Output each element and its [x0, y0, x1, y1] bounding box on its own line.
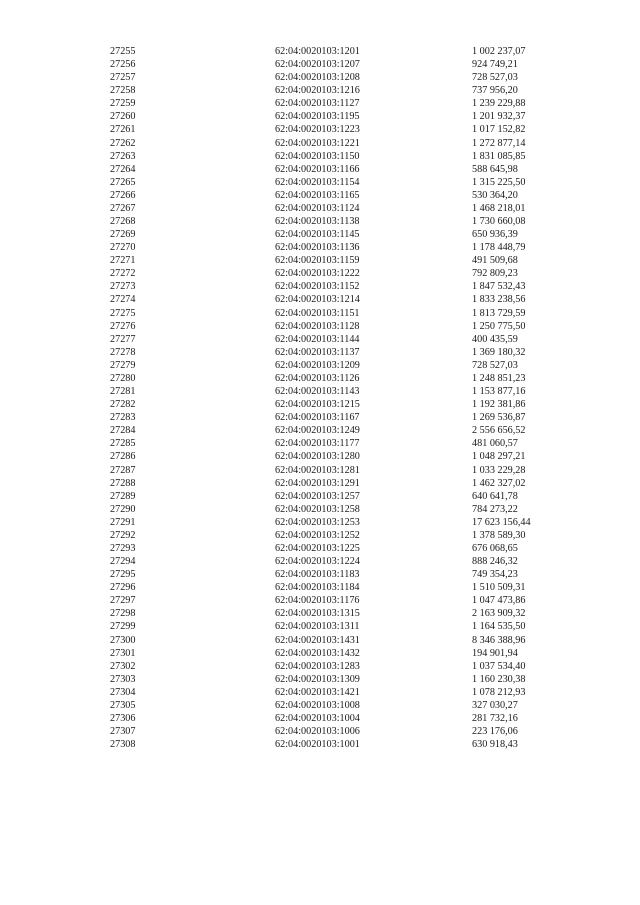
- cadastral-value-cell: 728 527,03: [472, 359, 518, 371]
- row-number-cell: 27273: [110, 281, 136, 293]
- row-number-cell: 27281: [110, 386, 136, 398]
- row-number-cell: 27292: [110, 529, 136, 541]
- row-number-cell: 27297: [110, 595, 136, 607]
- cadastral-number-cell: 62:04:0020103:1431: [275, 634, 360, 646]
- table-row: [110, 542, 570, 555]
- cadastral-number-cell: 62:04:0020103:1315: [275, 608, 360, 620]
- row-number-cell: 27278: [110, 346, 136, 358]
- row-number-cell: 27276: [110, 320, 136, 332]
- row-number-cell: 27293: [110, 542, 136, 554]
- table-row: [110, 110, 570, 123]
- table-row: [110, 581, 570, 594]
- row-number-cell: 27305: [110, 699, 136, 711]
- cadastral-value-cell: 1 078 212,93: [472, 686, 526, 698]
- row-number-cell: 27284: [110, 425, 136, 437]
- table-row: [110, 424, 570, 437]
- cadastral-number-cell: 62:04:0020103:1209: [275, 359, 360, 371]
- row-number-cell: 27298: [110, 608, 136, 620]
- row-number-cell: 27266: [110, 189, 136, 201]
- table-row: [110, 176, 570, 189]
- cadastral-number-cell: 62:04:0020103:1128: [275, 320, 360, 332]
- cadastral-number-cell: 62:04:0020103:1176: [275, 595, 360, 607]
- cadastral-number-cell: 62:04:0020103:1281: [275, 464, 360, 476]
- cadastral-number-cell: 62:04:0020103:1008: [275, 699, 360, 711]
- table-row: [110, 280, 570, 293]
- cadastral-value-cell: 1 510 509,31: [472, 582, 526, 594]
- cadastral-number-cell: 62:04:0020103:1124: [275, 202, 360, 214]
- table-row: [110, 411, 570, 424]
- cadastral-number-cell: 62:04:0020103:1136: [275, 242, 360, 254]
- cadastral-number-cell: 62:04:0020103:1283: [275, 660, 360, 672]
- table-row: [110, 307, 570, 320]
- table-row: [110, 398, 570, 411]
- row-number-cell: 27294: [110, 556, 136, 568]
- cadastral-value-cell: 2 556 656,52: [472, 425, 526, 437]
- table-row: [110, 686, 570, 699]
- row-number-cell: 27299: [110, 621, 136, 633]
- row-number-cell: 27272: [110, 268, 136, 280]
- cadastral-number-cell: 62:04:0020103:1225: [275, 542, 360, 554]
- row-number-cell: 27269: [110, 229, 136, 241]
- cadastral-number-cell: 62:04:0020103:1152: [275, 281, 360, 293]
- cadastral-number-cell: 62:04:0020103:1166: [275, 163, 360, 175]
- table-row: [110, 97, 570, 110]
- row-number-cell: 27270: [110, 242, 136, 254]
- table-row: [110, 450, 570, 463]
- cadastral-value-cell: 1 272 877,14: [472, 137, 526, 149]
- cadastral-number-cell: 62:04:0020103:1151: [275, 307, 360, 319]
- row-number-cell: 27280: [110, 372, 136, 384]
- cadastral-number-cell: 62:04:0020103:1195: [275, 111, 360, 123]
- cadastral-number-cell: 62:04:0020103:1208: [275, 72, 360, 84]
- cadastral-number-cell: 62:04:0020103:1145: [275, 229, 360, 241]
- cadastral-value-cell: 1 378 589,30: [472, 529, 526, 541]
- cadastral-value-cell: 1 178 448,79: [472, 242, 526, 254]
- cadastral-number-cell: 62:04:0020103:1001: [275, 739, 360, 751]
- cadastral-value-cell: 792 809,23: [472, 268, 518, 280]
- row-number-cell: 27258: [110, 85, 136, 97]
- cadastral-value-cell: 1 833 238,56: [472, 294, 526, 306]
- row-number-cell: 27279: [110, 359, 136, 371]
- cadastral-value-cell: 784 273,22: [472, 503, 518, 515]
- cadastral-number-cell: 62:04:0020103:1165: [275, 189, 360, 201]
- cadastral-number-cell: 62:04:0020103:1258: [275, 503, 360, 515]
- cadastral-number-cell: 62:04:0020103:1224: [275, 556, 360, 568]
- table-row: [110, 84, 570, 97]
- row-number-cell: 27267: [110, 202, 136, 214]
- cadastral-number-cell: 62:04:0020103:1252: [275, 529, 360, 541]
- cadastral-value-cell: 749 354,23: [472, 569, 518, 581]
- cadastral-number-cell: 62:04:0020103:1006: [275, 726, 360, 738]
- cadastral-value-cell: 640 641,78: [472, 490, 518, 502]
- row-number-cell: 27296: [110, 582, 136, 594]
- cadastral-number-cell: 62:04:0020103:1223: [275, 124, 360, 136]
- table-row: [110, 516, 570, 529]
- table-row: [110, 594, 570, 607]
- cadastral-value-cell: 588 645,98: [472, 163, 518, 175]
- table-row: [110, 137, 570, 150]
- table-row: [110, 241, 570, 254]
- row-number-cell: 27265: [110, 176, 136, 188]
- table-row: [110, 293, 570, 306]
- row-number-cell: 27271: [110, 255, 136, 267]
- row-number-cell: 27282: [110, 399, 136, 411]
- row-number-cell: 27302: [110, 660, 136, 672]
- table-row: [110, 660, 570, 673]
- row-number-cell: 27286: [110, 451, 136, 463]
- table-row: [110, 189, 570, 202]
- table-row: [110, 320, 570, 333]
- cadastral-value-cell: 1 462 327,02: [472, 477, 526, 489]
- table-row: [110, 490, 570, 503]
- cadastral-value-cell: 2 163 909,32: [472, 608, 526, 620]
- cadastral-value-cell: 737 956,20: [472, 85, 518, 97]
- table-row: [110, 372, 570, 385]
- cadastral-number-cell: 62:04:0020103:1137: [275, 346, 360, 358]
- table-row: [110, 267, 570, 280]
- row-number-cell: 27300: [110, 634, 136, 646]
- cadastral-number-cell: 62:04:0020103:1138: [275, 216, 360, 228]
- cadastral-number-cell: 62:04:0020103:1291: [275, 477, 360, 489]
- table-row: [110, 58, 570, 71]
- cadastral-value-cell: 1 037 534,40: [472, 660, 526, 672]
- cadastral-number-cell: 62:04:0020103:1221: [275, 137, 360, 149]
- cadastral-value-cell: 1 468 218,01: [472, 202, 526, 214]
- cadastral-number-cell: 62:04:0020103:1253: [275, 516, 360, 528]
- cadastral-value-cell: 1 813 729,59: [472, 307, 526, 319]
- row-number-cell: 27268: [110, 216, 136, 228]
- table-row: [110, 738, 570, 751]
- cadastral-value-cell: 1 239 229,88: [472, 98, 526, 110]
- table-row: [110, 333, 570, 346]
- cadastral-value-cell: 400 435,59: [472, 333, 518, 345]
- cadastral-number-cell: 62:04:0020103:1201: [275, 46, 360, 57]
- row-number-cell: 27262: [110, 137, 136, 149]
- table-row: [110, 568, 570, 581]
- table-row: [110, 620, 570, 633]
- cadastral-value-cell: 650 936,39: [472, 229, 518, 241]
- cadastral-number-cell: 62:04:0020103:1167: [275, 412, 360, 424]
- row-number-cell: 27291: [110, 516, 136, 528]
- row-number-cell: 27274: [110, 294, 136, 306]
- row-number-cell: 27288: [110, 477, 136, 489]
- cadastral-value-cell: 194 901,94: [472, 647, 518, 659]
- table-row: [110, 464, 570, 477]
- table-row: [110, 503, 570, 516]
- cadastral-value-cell: 223 176,06: [472, 726, 518, 738]
- row-number-cell: 27301: [110, 647, 136, 659]
- cadastral-number-cell: 62:04:0020103:1183: [275, 569, 360, 581]
- cadastral-number-cell: 62:04:0020103:1421: [275, 686, 360, 698]
- table-row: [110, 725, 570, 738]
- cadastral-value-cell: 1 017 152,82: [472, 124, 526, 136]
- row-number-cell: 27306: [110, 712, 136, 724]
- cadastral-value-cell: 888 246,32: [472, 556, 518, 568]
- cadastral-number-cell: 62:04:0020103:1127: [275, 98, 360, 110]
- cadastral-value-cell: 1 369 180,32: [472, 346, 526, 358]
- cadastral-value-cell: 630 918,43: [472, 739, 518, 751]
- table-row: [110, 634, 570, 647]
- table-row: [110, 529, 570, 542]
- cadastral-number-cell: 62:04:0020103:1249: [275, 425, 360, 437]
- table-row: [110, 699, 570, 712]
- cadastral-number-cell: 62:04:0020103:1311: [275, 621, 360, 633]
- table-row: [110, 607, 570, 620]
- cadastral-value-cell: 530 364,20: [472, 189, 518, 201]
- row-number-cell: 27261: [110, 124, 136, 136]
- table-row: [110, 215, 570, 228]
- row-number-cell: 27275: [110, 307, 136, 319]
- table-row: [110, 712, 570, 725]
- row-number-cell: 27289: [110, 490, 136, 502]
- cadastral-value-table: [110, 45, 570, 751]
- cadastral-number-cell: 62:04:0020103:1150: [275, 150, 360, 162]
- cadastral-number-cell: 62:04:0020103:1159: [275, 255, 360, 267]
- cadastral-value-cell: 491 509,68: [472, 255, 518, 267]
- row-number-cell: 27295: [110, 569, 136, 581]
- row-number-cell: 27263: [110, 150, 136, 162]
- row-number-cell: 27308: [110, 739, 136, 751]
- cadastral-value-cell: 728 527,03: [472, 72, 518, 84]
- table-row: [110, 346, 570, 359]
- table-row: [110, 477, 570, 490]
- table-row: [110, 673, 570, 686]
- row-number-cell: 27259: [110, 98, 136, 110]
- row-number-cell: 27290: [110, 503, 136, 515]
- cadastral-number-cell: 62:04:0020103:1215: [275, 399, 360, 411]
- table-row: [110, 437, 570, 450]
- cadastral-value-cell: 17 623 156,44: [472, 516, 531, 528]
- cadastral-value-cell: 1 160 230,38: [472, 673, 526, 685]
- cadastral-value-cell: 1 002 237,07: [472, 46, 526, 57]
- cadastral-value-cell: 1 047 473,86: [472, 595, 526, 607]
- table-row: [110, 71, 570, 84]
- row-number-cell: 27303: [110, 673, 136, 685]
- cadastral-number-cell: 62:04:0020103:1432: [275, 647, 360, 659]
- cadastral-value-cell: 1 048 297,21: [472, 451, 526, 463]
- table-row: [110, 385, 570, 398]
- row-number-cell: 27304: [110, 686, 136, 698]
- cadastral-value-cell: 8 346 388,96: [472, 634, 526, 646]
- table-row: [110, 202, 570, 215]
- cadastral-value-cell: 1 201 932,37: [472, 111, 526, 123]
- cadastral-number-cell: 62:04:0020103:1222: [275, 268, 360, 280]
- cadastral-number-cell: 62:04:0020103:1177: [275, 438, 360, 450]
- cadastral-value-cell: 1 164 535,50: [472, 621, 526, 633]
- row-number-cell: 27264: [110, 163, 136, 175]
- row-number-cell: 27260: [110, 111, 136, 123]
- cadastral-number-cell: 62:04:0020103:1126: [275, 372, 360, 384]
- cadastral-number-cell: 62:04:0020103:1280: [275, 451, 360, 463]
- table-row: [110, 163, 570, 176]
- cadastral-value-cell: 1 248 851,23: [472, 372, 526, 384]
- row-number-cell: 27287: [110, 464, 136, 476]
- cadastral-value-cell: 924 749,21: [472, 59, 518, 71]
- cadastral-number-cell: 62:04:0020103:1144: [275, 333, 360, 345]
- row-number-cell: 27277: [110, 333, 136, 345]
- table-row: [110, 254, 570, 267]
- table-row: [110, 228, 570, 241]
- row-number-cell: 27283: [110, 412, 136, 424]
- row-number-cell: 27285: [110, 438, 136, 450]
- cadastral-value-cell: 1 153 877,16: [472, 386, 526, 398]
- cadastral-number-cell: 62:04:0020103:1207: [275, 59, 360, 71]
- cadastral-value-cell: 281 732,16: [472, 712, 518, 724]
- cadastral-number-cell: 62:04:0020103:1214: [275, 294, 360, 306]
- row-number-cell: 27257: [110, 72, 136, 84]
- cadastral-number-cell: 62:04:0020103:1216: [275, 85, 360, 97]
- cadastral-value-cell: 327 030,27: [472, 699, 518, 711]
- table-row: [110, 555, 570, 568]
- cadastral-value-cell: 1 250 775,50: [472, 320, 526, 332]
- row-number-cell: 27256: [110, 59, 136, 71]
- cadastral-number-cell: 62:04:0020103:1257: [275, 490, 360, 502]
- table-row: [110, 45, 570, 58]
- cadastral-value-cell: 1 269 536,87: [472, 412, 526, 424]
- cadastral-value-cell: 1 315 225,50: [472, 176, 526, 188]
- table-row: [110, 359, 570, 372]
- cadastral-value-cell: 1 033 229,28: [472, 464, 526, 476]
- cadastral-number-cell: 62:04:0020103:1143: [275, 386, 360, 398]
- table-row: [110, 123, 570, 136]
- row-number-cell: 27307: [110, 726, 136, 738]
- cadastral-number-cell: 62:04:0020103:1184: [275, 582, 360, 594]
- cadastral-number-cell: 62:04:0020103:1309: [275, 673, 360, 685]
- cadastral-value-cell: 1 847 532,43: [472, 281, 526, 293]
- cadastral-value-cell: 1 730 660,08: [472, 216, 526, 228]
- cadastral-value-cell: 1 192 381,86: [472, 399, 526, 411]
- table-row: [110, 150, 570, 163]
- row-number-cell: 27255: [110, 46, 136, 57]
- cadastral-number-cell: 62:04:0020103:1004: [275, 712, 360, 724]
- cadastral-value-cell: 1 831 085,85: [472, 150, 526, 162]
- cadastral-value-cell: 676 068,65: [472, 542, 518, 554]
- table-row: [110, 647, 570, 660]
- cadastral-number-cell: 62:04:0020103:1154: [275, 176, 360, 188]
- cadastral-value-cell: 481 060,57: [472, 438, 518, 450]
